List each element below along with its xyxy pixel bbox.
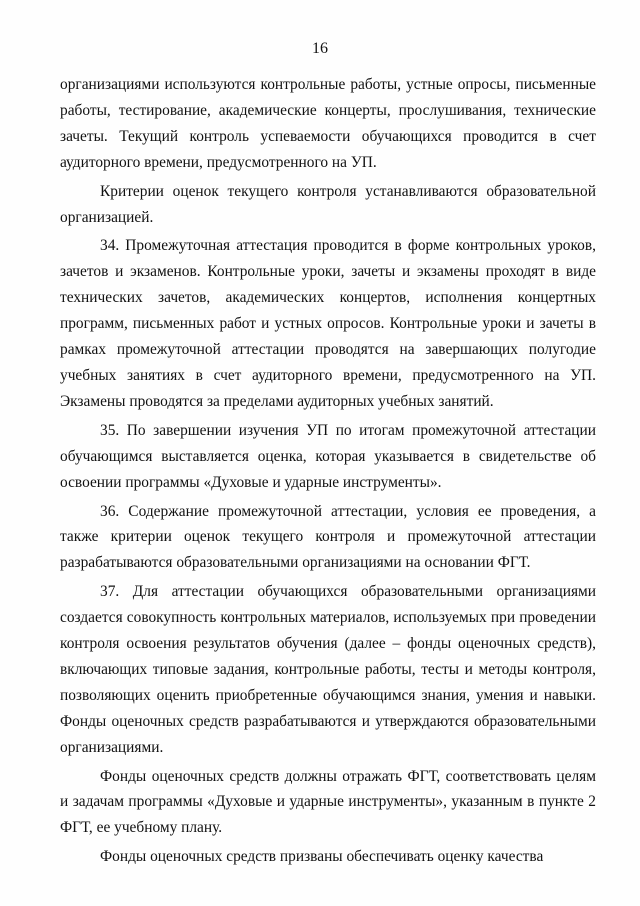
paragraph-35: 35. По завершении изучения УП по итогам промежуточной аттестации обучающимся выставляется оценка, которая указывается в свидетельстве об освоении программы «Духовые и ударные инструменты». [60, 421, 596, 491]
paragraph-36: 36. Содержание промежуточной аттестации, условия ее проведения, а также критерии оценок текущего контроля и промежуточной аттестации разрабатываются образовательными организациями на основании ФГТ. [60, 502, 596, 572]
document-body [60, 72, 596, 870]
paragraph-funds-requirements: Фонды оценочных средств должны отражать ФГТ, соответствовать целям и задачам программы «Духовые и ударные инструменты», указанным в пункте 2 ФГТ, ее учебному плану. [60, 767, 596, 837]
page-number: 16 [312, 40, 328, 57]
paragraph-criteria: Критерии оценок текущего контроля устанавливаются образовательной организацией. [60, 182, 596, 226]
paragraph-continuation: организациями используются контрольные работы, устные опросы, письменные работы, тестирование, академические концерты, прослушивания, технические зачеты. Текущий контроль успеваемости обучающихся проводится в счет аудиторного времени, предусмотренного на УП. [60, 76, 596, 171]
paragraph-37: 37. Для аттестации обучающихся образовательными организациями создается совокупность контрольных материалов, используемых при проведении контроля освоения результатов обучения (далее – фонды оценочных средств), включающих типовые задания, контрольные работы, тесты и методы контроля, позволяющих оценить приобретенные обучающимся знания, умения и навыки. Фонды оценочных средств разрабатываются и утверждаются образовательными организациями. [60, 583, 596, 756]
paragraph-funds-purpose: Фонды оценочных средств призваны обеспечивать оценку качества [100, 848, 544, 866]
paragraph-34: 34. Промежуточная аттестация проводится в форме контрольных уроков, зачетов и экзаменов. Контрольные уроки, зачеты и экзамены проходят в виде технических зачетов, академических концертов, исполнения концертных программ, письменных работ и устных опросов. Контрольные уроки и зачеты в рамках промежуточной аттестации проводятся на завершающих полугодие учебных занятиях в счет аудиторного времени, предусмотренного на УП. Экзамены проводятся за пределами аудиторных учебных занятий. [60, 237, 596, 410]
